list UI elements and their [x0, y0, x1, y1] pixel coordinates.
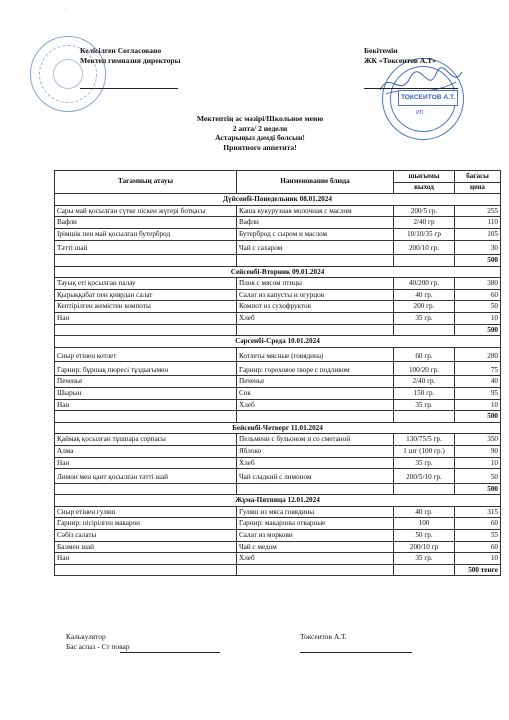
dish-name-kz: Кептірілген жемістен компоты — [55, 301, 237, 313]
dish-name-ru: Салат из моркови — [237, 530, 394, 542]
approval-block-right — [364, 46, 436, 66]
dish-name-ru: Яблоко — [237, 446, 394, 458]
day-total-row — [55, 564, 501, 576]
table-row — [55, 217, 501, 229]
dish-yield: 50 гр. — [394, 530, 455, 542]
dish-name-kz: Гарнир: бұршақ пюресі тұздығымен — [55, 362, 237, 376]
day-row — [55, 266, 501, 278]
dish-price: 10 — [455, 457, 501, 469]
dish-yield: 40 гр. — [394, 289, 455, 301]
dish-yield: 2/40 гр — [394, 217, 455, 229]
header-name-ru: Наименование блюда — [237, 171, 394, 194]
dish-name-kz: Тәтті шай — [55, 240, 237, 254]
table-row — [55, 312, 501, 324]
dish-price: 60 — [455, 541, 501, 553]
dish-yield: 40 гр. — [394, 506, 455, 518]
dish-name-ru: Сок — [237, 388, 394, 400]
dish-yield: 35 гр. — [394, 553, 455, 565]
dish-price: 350 — [455, 434, 501, 446]
dish-name-ru: Плов с мясом птицы — [237, 278, 394, 290]
footer-signatures-left — [66, 632, 129, 652]
dish-price: 75 — [455, 362, 501, 376]
approve-label: Бекітемін — [364, 46, 398, 55]
scan-mark: ∙∙ — [64, 8, 67, 13]
dish-price: 60 — [455, 289, 501, 301]
menu-title-block — [160, 114, 360, 152]
dish-yield: 100/20 гр. — [394, 362, 455, 376]
dish-price: 10 — [455, 312, 501, 324]
dish-yield: 10/10/35 гр — [394, 228, 455, 240]
table-row — [55, 469, 501, 483]
calculator-name: Токсеитов А.Т. — [300, 632, 347, 641]
director-label: Мектеп гимназия директоры — [80, 56, 181, 65]
day-title: Сейсенбі-Вторник 09.01.2024 — [55, 266, 501, 278]
dish-name-ru: Бутерброд с сыром и маслом — [237, 228, 394, 240]
dish-yield: 35 гр. — [394, 399, 455, 411]
dish-price: 105 — [455, 228, 501, 240]
dish-name-ru: Хлеб — [237, 399, 394, 411]
approval-block-left — [80, 46, 181, 66]
dish-price: 40 — [455, 376, 501, 388]
day-total: 500 — [455, 483, 501, 495]
day-total-row — [55, 254, 501, 266]
dish-yield: 35 гр. — [394, 312, 455, 324]
table-row — [55, 530, 501, 542]
dish-name-kz: Печенье — [55, 376, 237, 388]
dish-yield: 2/40 гр. — [394, 376, 455, 388]
dish-name-kz: Алма — [55, 446, 237, 458]
table-row — [55, 376, 501, 388]
table-row — [55, 553, 501, 565]
day-total-row — [55, 483, 501, 495]
dish-name-kz: Гарнир: пісірілген макарон — [55, 518, 237, 530]
table-row — [55, 457, 501, 469]
dish-price: 110 — [455, 217, 501, 229]
dish-name-kz: Шырын — [55, 388, 237, 400]
stamp-name-box: ТОКСЕИТОВ А.Т. — [398, 90, 458, 106]
dish-price: 380 — [455, 278, 501, 290]
table-row — [55, 434, 501, 446]
day-row — [55, 336, 501, 348]
dish-name-kz: Қырыққабат пен қиярдан салат — [55, 289, 237, 301]
day-total: 500 — [455, 254, 501, 266]
dish-name-kz: Вафли — [55, 217, 237, 229]
dish-name-ru: Хлеб — [237, 457, 394, 469]
dish-price: 90 — [455, 446, 501, 458]
header-yield-ru: выход — [394, 182, 455, 194]
dish-yield: 150 гр. — [394, 388, 455, 400]
dish-yield: 100 — [394, 518, 455, 530]
menu-table — [54, 170, 501, 576]
dish-price: 55 — [455, 530, 501, 542]
dish-name-kz: Ірімшік пен май қосылған бутерброд — [55, 228, 237, 240]
dish-yield: 1 шт (100 гр.) — [394, 446, 455, 458]
dish-name-kz: Нан — [55, 399, 237, 411]
dish-yield: 200/5 гр. — [394, 205, 455, 217]
dish-name-kz: Лимон мен қант қосылған тәтті шай — [55, 469, 237, 483]
menu-title: Мектептің ас мәзірі/Школьное меню — [196, 114, 324, 123]
table-row — [55, 388, 501, 400]
table-row — [55, 362, 501, 376]
table-row — [55, 301, 501, 313]
dish-name-ru: Хлеб — [237, 312, 394, 324]
calculator-label: Калькулятор — [66, 632, 106, 641]
day-row — [55, 422, 501, 434]
table-row — [55, 446, 501, 458]
dish-price: 315 — [455, 506, 501, 518]
dish-name-ru: Гуляш из мяса говядины — [237, 506, 394, 518]
cook-signature-line — [120, 652, 220, 653]
day-title: Жұма-Пятница 12.01.2024 — [55, 495, 501, 507]
day-title: Дүйсенбі-Понедельник 08.01.2024 — [55, 194, 501, 206]
header-price-kz: бағасы — [455, 171, 501, 183]
dish-yield: 200/10 гр — [394, 541, 455, 553]
day-total: 500 тенге — [455, 564, 501, 576]
dish-price: 60 — [455, 518, 501, 530]
dish-name-ru: Чай сладкий с лимоном — [237, 469, 394, 483]
dish-name-ru: Котлеты мясные (говядина) — [237, 347, 394, 361]
dish-name-ru: Гарнир: гороховое пюре с подливом — [237, 362, 394, 376]
dish-price: 95 — [455, 388, 501, 400]
dish-name-kz: Сәбіз салаты — [55, 530, 237, 542]
dish-name-kz: Балмен шай — [55, 541, 237, 553]
approver-signature-line — [364, 88, 458, 89]
dish-name-kz: Нан — [55, 457, 237, 469]
table-row — [55, 518, 501, 530]
table-row — [55, 347, 501, 361]
table-row — [55, 228, 501, 240]
day-total-row — [55, 411, 501, 423]
wish-kz: Астарыңыз дәмді болсын! — [215, 133, 305, 143]
head-cook-label: Бас аспаз - Ст повар — [66, 642, 130, 651]
menu-period: 2 апта/ 2 недели — [232, 123, 288, 133]
dish-name-kz: Тауық еті қосылған палау — [55, 278, 237, 290]
dish-name-ru: Чай с медом — [237, 541, 394, 553]
dish-yield: 200 гр. — [394, 301, 455, 313]
header-price-ru: цена — [455, 182, 501, 194]
dish-price: 50 — [455, 469, 501, 483]
dish-yield: 200/10 гр. — [394, 240, 455, 254]
dish-name-ru: Компот из сухофруктов — [237, 301, 394, 313]
dish-name-kz: Нан — [55, 312, 237, 324]
header-name-kz: Тағамның атауы — [55, 171, 237, 194]
dish-yield: 35 гр. — [394, 457, 455, 469]
day-total: 500 — [455, 324, 501, 336]
dish-name-ru: Гарнир: макароны отварные — [237, 518, 394, 530]
day-total-row — [55, 324, 501, 336]
dish-price: 10 — [455, 399, 501, 411]
dish-yield: 200/5/10 гр. — [394, 469, 455, 483]
calculator-signature-line — [300, 652, 412, 653]
dish-name-ru: Салат из капусты и огурцов — [237, 289, 394, 301]
dish-yield: 60 гр. — [394, 347, 455, 361]
table-row — [55, 541, 501, 553]
day-title: Бейсенбі-Четверг 11.01.2024 — [55, 422, 501, 434]
day-total: 500 — [455, 411, 501, 423]
dish-price: 280 — [455, 347, 501, 361]
stamp-sub-label: ИП — [416, 110, 424, 116]
director-signature-line — [80, 88, 178, 89]
agreed-label: Келісілген Согласовано — [80, 46, 162, 55]
dish-name-kz: Қаймақ қосылған тұшпара сорпасы — [55, 434, 237, 446]
dish-price: 255 — [455, 205, 501, 217]
day-title: Сәрсенбі-Среда 10.01.2024 — [55, 336, 501, 348]
dish-name-ru: Вафли — [237, 217, 394, 229]
dish-name-kz: Сары май қосылған сүтке піскен жүгері ботқасы — [55, 205, 237, 217]
dish-yield: 40/200 гр. — [394, 278, 455, 290]
wish-ru: Приятного аппетита! — [223, 142, 297, 152]
table-row — [55, 289, 501, 301]
footer-signatures-right — [300, 632, 347, 642]
dish-name-ru: Каша кукурузная молочная с маслом — [237, 205, 394, 217]
dish-price: 30 — [455, 240, 501, 254]
dish-name-ru: Хлеб — [237, 553, 394, 565]
dish-name-ru: Пельмени с бульоном и со сметаной — [237, 434, 394, 446]
table-row — [55, 278, 501, 290]
day-row — [55, 194, 501, 206]
table-row — [55, 240, 501, 254]
dish-name-ru: Печенье — [237, 376, 394, 388]
entrepreneur-label: ЖК «Токсеитов А.Т» — [364, 56, 436, 65]
table-row — [55, 506, 501, 518]
day-row — [55, 495, 501, 507]
dish-price: 50 — [455, 301, 501, 313]
dish-name-kz: Сиыр етінен котлет — [55, 347, 237, 361]
header-yield-kz: шығымы — [394, 171, 455, 183]
table-row — [55, 399, 501, 411]
dish-price: 10 — [455, 553, 501, 565]
dish-name-ru: Чай с сахаром — [237, 240, 394, 254]
dish-yield: 130/75/5 гр. — [394, 434, 455, 446]
table-row — [55, 205, 501, 217]
dish-name-kz: Нан — [55, 553, 237, 565]
dish-name-kz: Сиыр етінен гуляш — [55, 506, 237, 518]
